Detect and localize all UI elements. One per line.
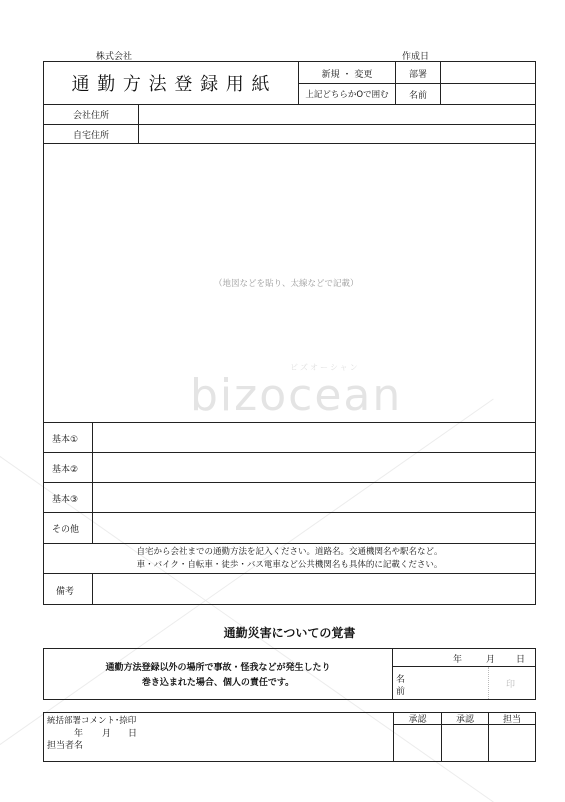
form-title: 通 勤 方 法 登 録 用 紙	[71, 74, 271, 95]
map-note: （地図などを貼り、太線などで記載）	[214, 279, 359, 289]
approval-col-1: 承認	[408, 715, 427, 725]
route-3-label: 基本③	[52, 495, 79, 505]
company-label: 株式会社	[96, 52, 133, 62]
watermark-logo: bizocean	[190, 370, 403, 421]
route-1-label: 基本①	[52, 435, 79, 445]
instruction-line-2: 車・バイク・自転車・徒歩・バス電車など公共機関名も具体的に記載ください。	[136, 560, 443, 570]
approval-month: 月	[102, 729, 112, 739]
memo-day: 日	[516, 655, 526, 665]
seal-mark: 印	[506, 680, 516, 690]
memo-title: 通勤災害についての覚書	[223, 625, 356, 640]
circle-note: 上記どちらかOで囲む	[305, 90, 389, 100]
approval-col-2: 承認	[455, 715, 474, 725]
route-2-label: 基本②	[52, 465, 79, 475]
comment-label: 統括部署コメント･捺印	[47, 716, 137, 726]
memo-text-2: 巻き込まれた場合、個人の責任です。	[141, 677, 295, 688]
company-address-label: 会社住所	[72, 111, 109, 121]
memo-month: 月	[486, 655, 496, 665]
approval-year: 年	[74, 729, 84, 739]
memo-year: 年	[453, 655, 463, 665]
memo-name-label-2: 前	[396, 687, 406, 697]
approval-col-3: 担当	[502, 715, 521, 725]
created-date-label: 作成日	[402, 52, 430, 62]
instruction-line-1: 自宅から会社までの通勤方法を記入ください。道路名。交通機関名や駅名など。	[136, 547, 443, 557]
person-label: 担当者名	[47, 741, 84, 751]
watermark-sub: ビズオーシャン	[290, 363, 360, 372]
remarks-label: 備考	[56, 587, 75, 597]
new-change-label: 新規 ・ 変更	[321, 69, 373, 80]
memo-name-label-1: 名	[396, 675, 406, 685]
route-other-label: その他	[52, 525, 80, 535]
memo-text-1: 通勤方法登録以外の場所で事故・怪我などが発生したり	[105, 662, 331, 673]
home-address-label: 自宅住所	[72, 130, 109, 141]
map-area[interactable]	[44, 144, 535, 422]
department-label: 部署	[408, 69, 427, 80]
name-label: 名前	[408, 90, 427, 101]
approval-day: 日	[128, 729, 138, 739]
